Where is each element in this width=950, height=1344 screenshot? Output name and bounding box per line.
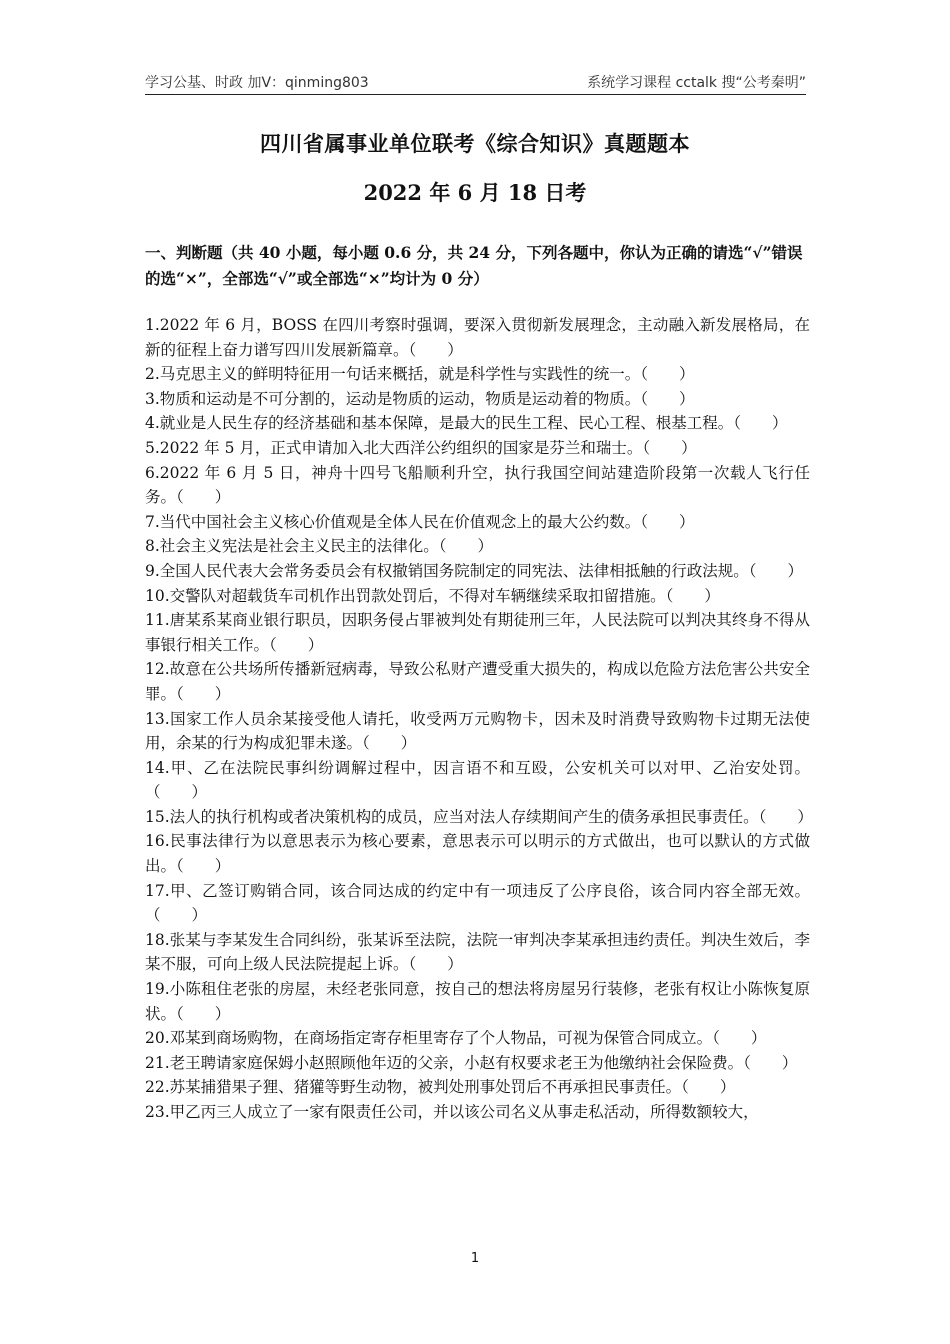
exam-date: 2022 年 6 月 18 日考: [363, 180, 587, 205]
question-item: 6.2022 年 6 月 5 日，神舟十四号飞船顺利升空，执行我国空间站建造阶段第一次载人飞行任务。（ ）: [145, 463, 810, 507]
question-item: 2.马克思主义的鲜明特征用一句话来概括，就是科学性与实践性的统一。（ ）: [145, 365, 695, 384]
question-item: 17.甲、乙签订购销合同，该合同达成的约定中有一项违反了公序良俗，该合同内容全部无效。（ ）: [145, 881, 810, 925]
question-item: 18.张某与李某发生合同纠纷，张某诉至法院，法院一审判决李某承担违约责任。判决生效后，李某不服，可向上级人民法院提起上诉。（ ）: [145, 930, 810, 974]
question-item: 21.老王聘请家庭保姆小赵照顾他年迈的父亲，小赵有权要求老王为他缴纳社会保险费。（ ）: [145, 1053, 798, 1072]
question-item: 22.苏某捕猎果子狸、猪獾等野生动物，被判处刑事处罚后不再承担民事责任。（ ）: [145, 1078, 736, 1097]
question-item: 7.当代中国社会主义核心价值观是全体人民在价值观念上的最大公约数。（ ）: [145, 512, 695, 531]
question-item: 10.交警队对超载货车司机作出罚款处罚后，不得对车辆继续采取扣留措施。（ ）: [145, 586, 720, 605]
page-header: [145, 68, 806, 95]
header-left-text: 学习公基、时政 加V：qinming803: [145, 75, 369, 91]
question-item: 5.2022 年 5 月，正式申请加入北大西洋公约组织的国家是芬兰和瑞士。（ ）: [145, 438, 697, 457]
question-item: 19.小陈租住老张的房屋，未经老张同意，按自己的想法将房屋另行装修，老张有权让小陈恢复原状。（ ）: [145, 980, 810, 1023]
header-right-text: 系统学习课程 cctalk 搜“公考秦明”: [587, 75, 806, 91]
question-item: 12.故意在公共场所传播新冠病毒，导致公私财产遭受重大损失的，构成以危险方法危害公共安全罪。（ ）: [145, 660, 810, 703]
question-item: 3.物质和运动是不可分割的，运动是物质的运动，物质是运动着的物质。（ ）: [145, 389, 695, 408]
section-heading: 一、判断题（共 40 小题，每小题 0.6 分，共 24 分，下列各题中，你认为正确的请选“√”错误的选“×”，全部选“√”或全部选“×”均计为 0 分）: [145, 243, 803, 288]
question-list: [145, 313, 813, 1125]
question-item: 20.邓某到商场购物，在商场指定寄存柜里寄存了个人物品，可视为保管合同成立。（ ）: [145, 1029, 767, 1048]
document-title: 四川省属事业单位联考《综合知识》真题题本: [260, 131, 690, 156]
question-item: 4.就业是人民生存的经济基础和基本保障，是最大的民生工程、民心工程、根基工程。（ ）: [145, 414, 788, 433]
question-item: 16.民事法律行为以意思表示为核心要素，意思表示可以明示的方式做出，也可以默认的方式做出。（ ）: [145, 832, 810, 876]
question-item: 1.2022 年 6 月，BOSS 在四川考察时强调，要深入贯彻新发展理念，主动融入新发展格局，在新的征程上奋力谱写四川发展新篇章。（ ）: [145, 316, 810, 359]
question-item: 23.甲乙丙三人成立了一家有限责任公司，并以该公司名义从事走私活动，所得数额较大，: [145, 1103, 759, 1121]
question-item: 11.唐某系某商业银行职员，因职务侵占罪被判处有期徒刑三年，人民法院可以判决其终身不得从事银行相关工作。（ ）: [145, 611, 810, 654]
question-item: 8.社会主义宪法是社会主义民主的法律化。（ ）: [145, 537, 494, 556]
question-item: 15.法人的执行机构或者决策机构的成员，应当对法人存续期间产生的债务承担民事责任。（ ）: [145, 807, 813, 826]
question-item: 9.全国人民代表大会常务委员会有权撤销国务院制定的同宪法、法律相抵触的行政法规。（ ）: [145, 561, 804, 580]
question-item: 14.甲、乙在法院民事纠纷调解过程中，因言语不和互殴，公安机关可以对甲、乙治安处罚。（ ）: [145, 758, 810, 802]
page-number: 1: [470, 1251, 480, 1266]
question-item: 13.国家工作人员余某接受他人请托，收受两万元购物卡，因未及时消费导致购物卡过期无法使用，余某的行为构成犯罪未遂。（ ）: [145, 709, 810, 753]
